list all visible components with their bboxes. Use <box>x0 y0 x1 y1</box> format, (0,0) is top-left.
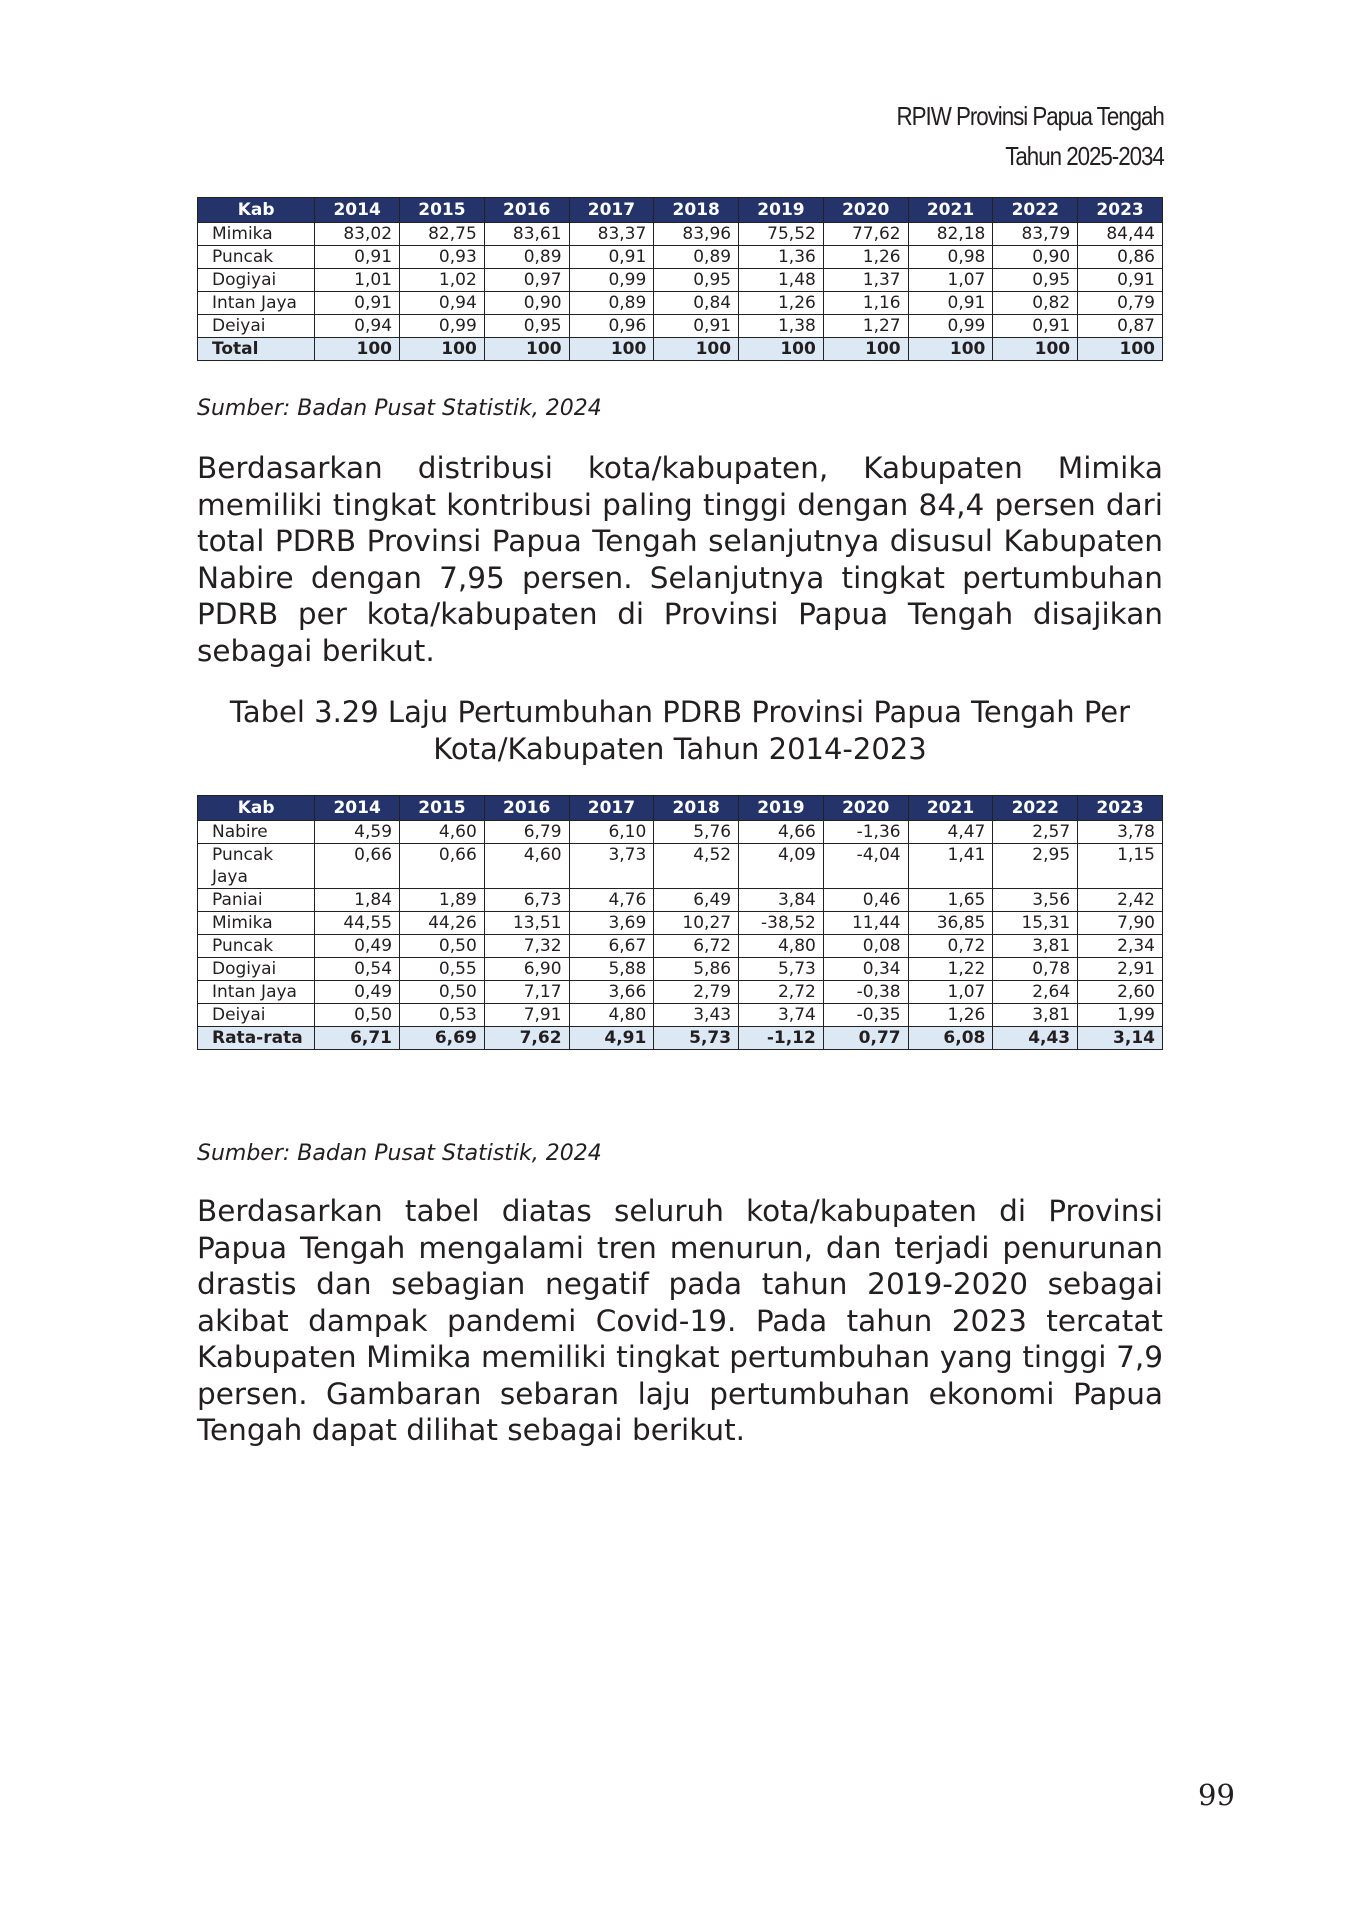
table-cell: 4,91 <box>569 1027 654 1050</box>
table-cell: 0,90 <box>484 292 569 315</box>
column-header: 2021 <box>908 198 993 223</box>
column-header: 2015 <box>400 796 485 821</box>
table-cell: 0,91 <box>1078 269 1163 292</box>
row-label: Rata-rata <box>198 1027 315 1050</box>
table-cell: 100 <box>993 338 1078 361</box>
table-row <box>198 935 1163 958</box>
table-cell: 0,87 <box>1078 315 1163 338</box>
table-cell: 7,32 <box>484 935 569 958</box>
table-cell: 5,73 <box>739 958 824 981</box>
table-cell: 100 <box>1078 338 1163 361</box>
table-cell: 0,53 <box>400 1004 485 1027</box>
row-label: Total <box>198 338 315 361</box>
table-cell: 0,50 <box>315 1004 400 1027</box>
table-cell: 15,31 <box>993 912 1078 935</box>
table-cell: 2,95 <box>993 844 1078 889</box>
table-cell: 1,84 <box>315 889 400 912</box>
table-cell: 0,89 <box>484 246 569 269</box>
table-cell: 100 <box>484 338 569 361</box>
table-row <box>198 269 1163 292</box>
table-cell: 0,93 <box>400 246 485 269</box>
table-cell: 1,22 <box>908 958 993 981</box>
table-cell: 1,26 <box>823 246 908 269</box>
table-cell: 0,94 <box>315 315 400 338</box>
table-cell: 6,71 <box>315 1027 400 1050</box>
table-cell: 1,07 <box>908 981 993 1004</box>
table-cell: 0,90 <box>993 246 1078 269</box>
table-cell: 83,61 <box>484 223 569 246</box>
paragraph-growth: Berdasarkan tabel diatas seluruh kota/kabupaten di Provinsi Papua Tengah mengalami tren menurun, dan terjadi penurunan drastis dan sebagian negatif pada tahun 2019-2020 sebagai akibat dampak pandemi Covid-19. Pada tahun 2023 tercatat Kabupaten Mimika memiliki tingkat pertumbuhan yang tinggi 7,9 persen. Gambaran sebaran laju pertumbuhan ekonomi Papua Tengah dapat dilihat sebagai berikut. <box>197 1194 1163 1447</box>
header-title: RPIW Provinsi Papua Tengah <box>896 101 1164 131</box>
row-label: Puncak Jaya <box>198 844 315 889</box>
table-cell: 1,15 <box>1078 844 1163 889</box>
column-header: 2023 <box>1078 796 1163 821</box>
table-cell: 100 <box>400 338 485 361</box>
row-label: Mimika <box>198 223 315 246</box>
table-cell: -1,36 <box>823 821 908 844</box>
row-label: Intan Jaya <box>198 292 315 315</box>
table-cell: 2,34 <box>1078 935 1163 958</box>
table-cell: 4,76 <box>569 889 654 912</box>
table-cell: -0,38 <box>823 981 908 1004</box>
table-row <box>198 821 1163 844</box>
table-cell: 0,86 <box>1078 246 1163 269</box>
table-cell: -38,52 <box>739 912 824 935</box>
pdrb-growth-table <box>197 795 1163 1050</box>
table-cell: 82,18 <box>908 223 993 246</box>
table-cell: 82,75 <box>400 223 485 246</box>
table-cell: 100 <box>739 338 824 361</box>
table-cell: 83,37 <box>569 223 654 246</box>
row-label: Deiyai <box>198 315 315 338</box>
table-cell: 0,94 <box>400 292 485 315</box>
table-cell: 0,91 <box>315 246 400 269</box>
table-cell: 2,91 <box>1078 958 1163 981</box>
table-row <box>198 889 1163 912</box>
table-cell: 0,96 <box>569 315 654 338</box>
table-total-row <box>198 338 1163 361</box>
table-cell: 1,27 <box>823 315 908 338</box>
table-cell: 75,52 <box>739 223 824 246</box>
table-cell: 0,89 <box>654 246 739 269</box>
table-cell: 83,96 <box>654 223 739 246</box>
table-cell: 3,56 <box>993 889 1078 912</box>
table-cell: 5,73 <box>654 1027 739 1050</box>
table-cell: 0,46 <box>823 889 908 912</box>
table-total-row <box>198 1027 1163 1050</box>
table-cell: 4,43 <box>993 1027 1078 1050</box>
caption-line-2: Kota/Kabupaten Tahun 2014-2023 <box>433 732 927 766</box>
table-cell: 44,26 <box>400 912 485 935</box>
table-cell: 0,98 <box>908 246 993 269</box>
table-cell: 0,95 <box>484 315 569 338</box>
table-cell: 2,42 <box>1078 889 1163 912</box>
table-cell: 0,91 <box>315 292 400 315</box>
table-row <box>198 958 1163 981</box>
table-row <box>198 981 1163 1004</box>
table-cell: -1,12 <box>739 1027 824 1050</box>
table-cell: 0,34 <box>823 958 908 981</box>
table-cell: 7,17 <box>484 981 569 1004</box>
column-header: 2021 <box>908 796 993 821</box>
table-cell: 10,27 <box>654 912 739 935</box>
table-cell: -0,35 <box>823 1004 908 1027</box>
column-header: 2017 <box>569 796 654 821</box>
table-cell: 1,16 <box>823 292 908 315</box>
table-cell: 4,52 <box>654 844 739 889</box>
column-header: 2019 <box>739 796 824 821</box>
table-cell: 1,65 <box>908 889 993 912</box>
table-cell: 3,14 <box>1078 1027 1163 1050</box>
table-cell: -4,04 <box>823 844 908 889</box>
table-cell: 7,62 <box>484 1027 569 1050</box>
table-cell: 4,09 <box>739 844 824 889</box>
table-cell: 4,59 <box>315 821 400 844</box>
table-cell: 3,78 <box>1078 821 1163 844</box>
table2-source: Sumber: Badan Pusat Statistik, 2024 <box>197 1141 602 1166</box>
table-cell: 5,76 <box>654 821 739 844</box>
table-cell: 0,84 <box>654 292 739 315</box>
caption-line-1: Tabel 3.29 Laju Pertumbuhan PDRB Provinsi Papua Tengah Per <box>229 695 1131 729</box>
table-row <box>198 292 1163 315</box>
table-cell: 11,44 <box>823 912 908 935</box>
table-cell: 0,82 <box>993 292 1078 315</box>
table-cell: 83,02 <box>315 223 400 246</box>
column-header: Kab <box>198 198 315 223</box>
table-cell: 2,79 <box>654 981 739 1004</box>
table-cell: 3,84 <box>739 889 824 912</box>
table-cell: 1,37 <box>823 269 908 292</box>
table-cell: 3,81 <box>993 1004 1078 1027</box>
table-cell: 3,69 <box>569 912 654 935</box>
table-cell: 0,91 <box>654 315 739 338</box>
column-header: Kab <box>198 796 315 821</box>
table-cell: 4,80 <box>739 935 824 958</box>
table-row <box>198 315 1163 338</box>
table-cell: 13,51 <box>484 912 569 935</box>
table-cell: 6,73 <box>484 889 569 912</box>
column-header: 2018 <box>654 198 739 223</box>
table-cell: 0,91 <box>569 246 654 269</box>
table-cell: 3,81 <box>993 935 1078 958</box>
table-cell: 0,66 <box>400 844 485 889</box>
table-cell: 0,95 <box>654 269 739 292</box>
table-row <box>198 912 1163 935</box>
table-header-row <box>198 796 1163 821</box>
table-cell: 3,74 <box>739 1004 824 1027</box>
table-cell: 0,89 <box>569 292 654 315</box>
table-cell: 6,90 <box>484 958 569 981</box>
table-cell: 1,07 <box>908 269 993 292</box>
table-cell: 7,91 <box>484 1004 569 1027</box>
row-label: Puncak <box>198 935 315 958</box>
table-cell: 1,26 <box>739 292 824 315</box>
table-cell: 1,38 <box>739 315 824 338</box>
table-row <box>198 246 1163 269</box>
table-row <box>198 223 1163 246</box>
table-cell: 3,73 <box>569 844 654 889</box>
row-label: Intan Jaya <box>198 981 315 1004</box>
table-cell: 4,80 <box>569 1004 654 1027</box>
table-cell: 2,57 <box>993 821 1078 844</box>
column-header: 2017 <box>569 198 654 223</box>
table-cell: 6,08 <box>908 1027 993 1050</box>
table-cell: 3,66 <box>569 981 654 1004</box>
table-cell: 0,91 <box>908 292 993 315</box>
column-header: 2015 <box>400 198 485 223</box>
table-cell: 7,90 <box>1078 912 1163 935</box>
column-header: 2020 <box>823 796 908 821</box>
column-header: 2022 <box>993 796 1078 821</box>
table-cell: 6,10 <box>569 821 654 844</box>
column-header: 2019 <box>739 198 824 223</box>
table-cell: 0,99 <box>908 315 993 338</box>
table-cell: 4,47 <box>908 821 993 844</box>
table-cell: 0,08 <box>823 935 908 958</box>
table-cell: 4,66 <box>739 821 824 844</box>
running-header <box>897 96 1164 176</box>
header-period: Tahun 2025-2034 <box>1005 141 1164 171</box>
table-cell: 0,66 <box>315 844 400 889</box>
table-cell: 0,99 <box>400 315 485 338</box>
table-cell: 1,99 <box>1078 1004 1163 1027</box>
column-header: 2020 <box>823 198 908 223</box>
row-label: Puncak <box>198 246 315 269</box>
table-cell: 5,86 <box>654 958 739 981</box>
row-label: Dogiyai <box>198 958 315 981</box>
table-cell: 83,79 <box>993 223 1078 246</box>
table-cell: 0,55 <box>400 958 485 981</box>
table-cell: 0,97 <box>484 269 569 292</box>
table-cell: 1,41 <box>908 844 993 889</box>
table-cell: 0,99 <box>569 269 654 292</box>
table-cell: 1,36 <box>739 246 824 269</box>
table-cell: 0,77 <box>823 1027 908 1050</box>
table-cell: 1,01 <box>315 269 400 292</box>
table-cell: 0,50 <box>400 981 485 1004</box>
row-label: Paniai <box>198 889 315 912</box>
table-cell: 0,50 <box>400 935 485 958</box>
page-number: 99 <box>1198 1778 1235 1812</box>
table-cell: 6,79 <box>484 821 569 844</box>
table-cell: 100 <box>823 338 908 361</box>
table-row <box>198 844 1163 889</box>
table2-caption <box>197 694 1163 768</box>
column-header: 2018 <box>654 796 739 821</box>
column-header: 2014 <box>315 796 400 821</box>
table-cell: 77,62 <box>823 223 908 246</box>
table-cell: 6,67 <box>569 935 654 958</box>
table-cell: 0,49 <box>315 981 400 1004</box>
row-label: Nabire <box>198 821 315 844</box>
column-header: 2023 <box>1078 198 1163 223</box>
table-cell: 100 <box>908 338 993 361</box>
table-cell: 1,02 <box>400 269 485 292</box>
table-cell: 100 <box>569 338 654 361</box>
paragraph-distribution: Berdasarkan distribusi kota/kabupaten, Kabupaten Mimika memiliki tingkat kontribusi paling tinggi dengan 84,4 persen dari total PDRB Provinsi Papua Tengah selanjutnya disusul Kabupaten Nabire dengan 7,95 persen. Selanjutnya tingkat pertumbuhan PDRB per kota/kabupaten di Provinsi Papua Tengah disajikan sebagai berikut. <box>197 451 1163 668</box>
table-cell: 44,55 <box>315 912 400 935</box>
table-cell: 2,64 <box>993 981 1078 1004</box>
row-label: Mimika <box>198 912 315 935</box>
column-header: 2014 <box>315 198 400 223</box>
table-cell: 0,95 <box>993 269 1078 292</box>
table-cell: 100 <box>654 338 739 361</box>
table-row <box>198 1004 1163 1027</box>
table-cell: 0,91 <box>993 315 1078 338</box>
table-cell: 0,72 <box>908 935 993 958</box>
table-cell: 1,89 <box>400 889 485 912</box>
table-cell: 3,43 <box>654 1004 739 1027</box>
row-label: Deiyai <box>198 1004 315 1027</box>
table-cell: 0,49 <box>315 935 400 958</box>
column-header: 2022 <box>993 198 1078 223</box>
table-cell: 6,72 <box>654 935 739 958</box>
table-cell: 2,60 <box>1078 981 1163 1004</box>
table-cell: 6,49 <box>654 889 739 912</box>
table-cell: 4,60 <box>484 844 569 889</box>
table-cell: 5,88 <box>569 958 654 981</box>
table-cell: 0,78 <box>993 958 1078 981</box>
table-cell: 2,72 <box>739 981 824 1004</box>
table-cell: 0,54 <box>315 958 400 981</box>
column-header: 2016 <box>484 796 569 821</box>
table-cell: 100 <box>315 338 400 361</box>
table-cell: 4,60 <box>400 821 485 844</box>
table1-source: Sumber: Badan Pusat Statistik, 2024 <box>197 396 602 421</box>
pdrb-distribution-table <box>197 197 1163 361</box>
column-header: 2016 <box>484 198 569 223</box>
table-header-row <box>198 198 1163 223</box>
table-cell: 36,85 <box>908 912 993 935</box>
table-cell: 1,26 <box>908 1004 993 1027</box>
row-label: Dogiyai <box>198 269 315 292</box>
table-cell: 6,69 <box>400 1027 485 1050</box>
table-cell: 1,48 <box>739 269 824 292</box>
table-cell: 0,79 <box>1078 292 1163 315</box>
table-cell: 84,44 <box>1078 223 1163 246</box>
